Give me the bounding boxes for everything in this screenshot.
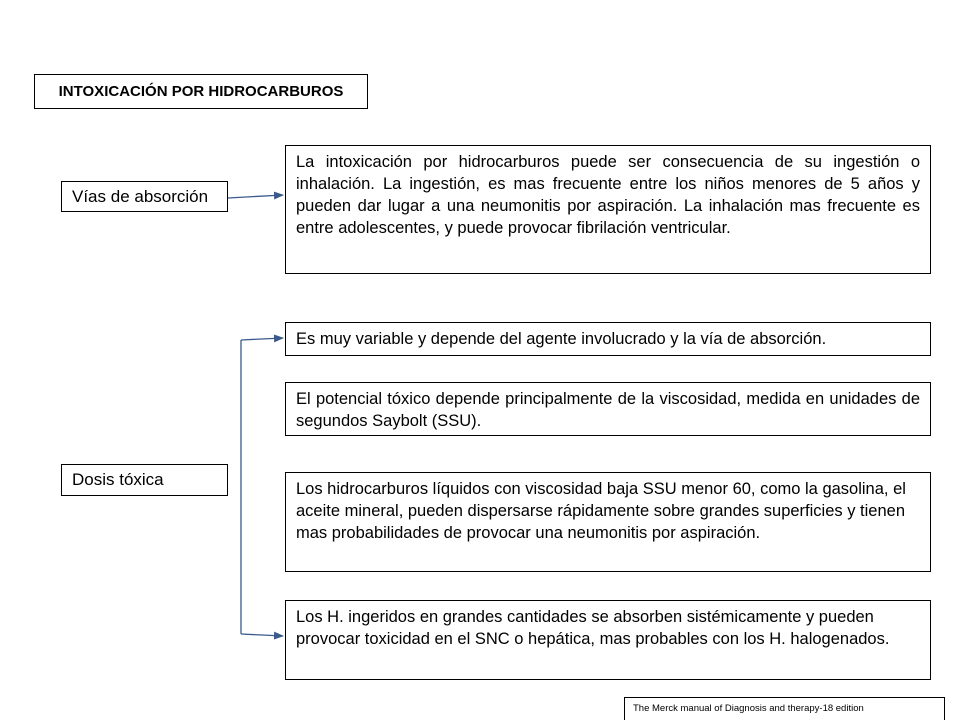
page-title: INTOXICACIÓN POR HIDROCARBUROS bbox=[34, 74, 368, 109]
text-box-dosis-ingeridos: Los H. ingeridos en grandes cantidades se absorben sistémicamente y pueden provocar toxicidad en el SNC o hepática, mas probables con los H. halogenados. bbox=[285, 600, 931, 680]
label-dosis-toxica: Dosis tóxica bbox=[61, 464, 228, 496]
text-box-vias-absorcion: La intoxicación por hidrocarburos puede ser consecuencia de su ingestión o inhalación. La ingestión, es mas frecuente entre los niños menores de 5 años y pueden dar lugar a una neumonitis por aspiración. La inhalación mas frecuente es entre adolescentes, y puede provocar fibrilación ventricular. bbox=[285, 145, 931, 274]
text-box-dosis-liquidos: Los hidrocarburos líquidos con viscosidad baja SSU menor 60, como la gasolina, el aceite mineral, pueden dispersarse rápidamente sobre grandes superficies y tienen mas probabilidades de provocar una neumonitis por aspiración. bbox=[285, 472, 931, 572]
arrow-dosis-top bbox=[241, 338, 283, 340]
citation-source: The Merck manual of Diagnosis and therapy-18 edition bbox=[624, 697, 945, 720]
text-box-dosis-variable: Es muy variable y depende del agente involucrado y la vía de absorción. bbox=[285, 322, 931, 356]
arrow-dosis-bottom bbox=[241, 634, 283, 636]
label-vias-absorcion: Vías de absorción bbox=[61, 181, 228, 212]
arrow-vias bbox=[228, 195, 283, 198]
text-box-dosis-viscosidad: El potencial tóxico depende principalmente de la viscosidad, medida en unidades de segundos Saybolt (SSU). bbox=[285, 382, 931, 436]
